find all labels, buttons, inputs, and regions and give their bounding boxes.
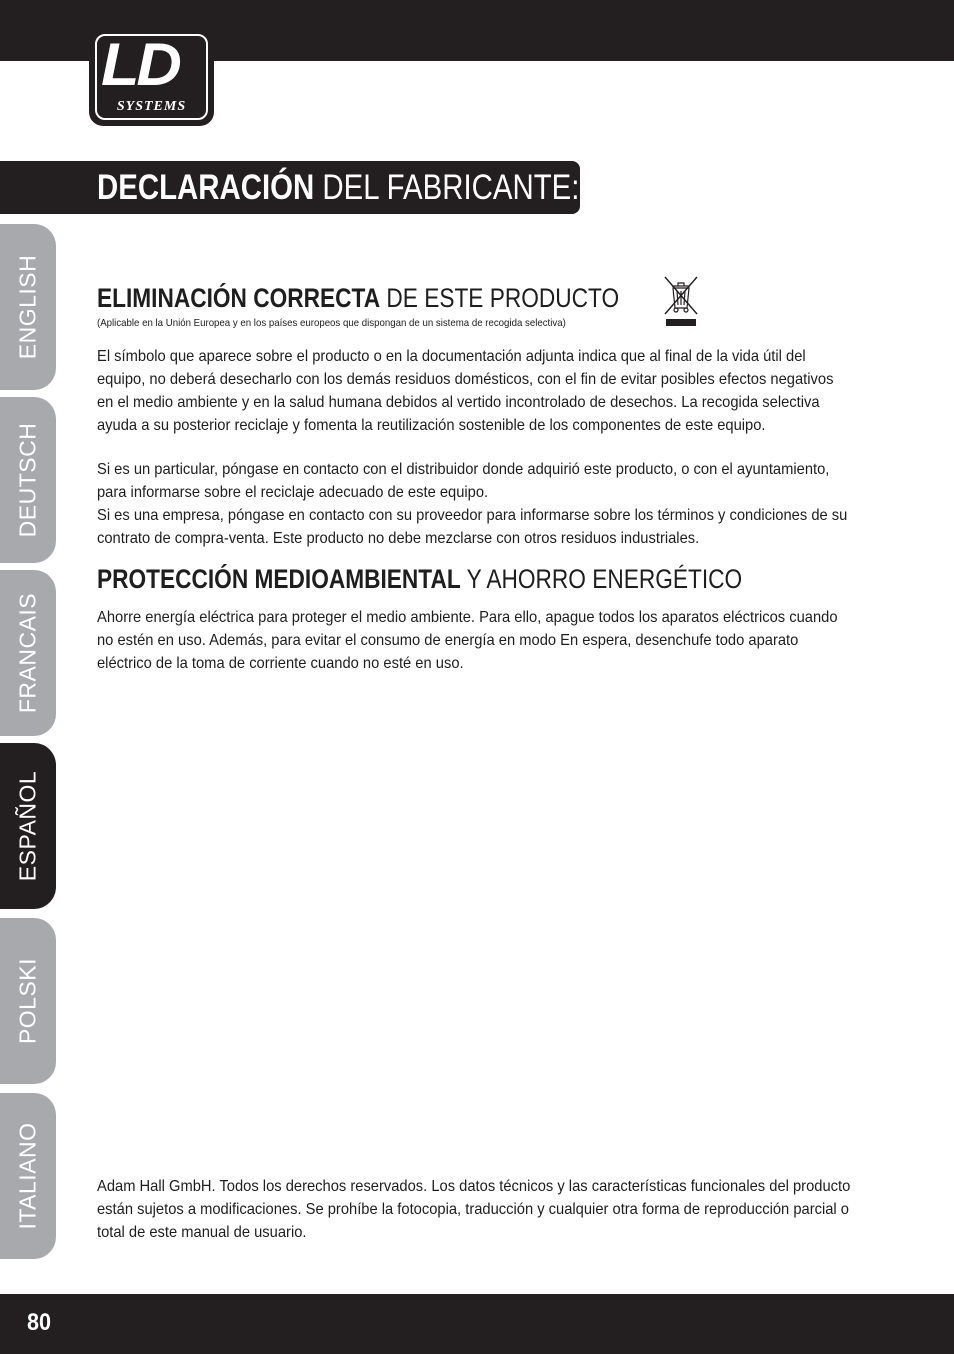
disposal-paragraph-2: Si es un particular, póngase en contacto con el distribuidor donde adquirió este producto, o con el ayuntamiento, para informarse sobre el reciclaje adecuado de este equipo. (97, 461, 830, 501)
tab-deutsch[interactable] (0, 397, 56, 563)
page-title-rest: DEL FABRICANTE: (314, 168, 580, 207)
disposal-paragraph-1: El símbolo que aparece sobre el producto o en la documentación adjunta indica que al final de la vida útil del equipo, no deberá desecharlo con los demás residuos domésticos, con el fin de evitar posibles efectos negativos en el medio ambiente y en la salud humana debidos al vertido incontrolado de desechos. La recogida selectiva ayuda a su posterior reciclaje y fomenta la reutilización sostenible de los componentes de este equipo. (97, 348, 834, 434)
tab-label: POLSKI (14, 957, 41, 1045)
heading-rest: Y AHORRO ENERGÉTICO (460, 564, 743, 594)
tab-polski[interactable] (0, 918, 56, 1084)
section-heading-environment (97, 564, 742, 595)
heading-bold: PROTECCIÓN MEDIOAMBIENTAL (97, 564, 461, 594)
logo-subtitle: SYSTEMS (116, 99, 187, 114)
page-title (97, 167, 579, 209)
bottom-bar (0, 1294, 954, 1354)
tab-label: DEUTSCH (14, 422, 41, 538)
copyright-paragraph: Adam Hall GmbH. Todos los derechos reservados. Los datos técnicos y las características funcionales del producto están sujetos a modificaciones. Se prohíbe la fotocopia, traducción y cualquier otra forma de reproducción parcial o total de este manual de usuario. (97, 1178, 851, 1241)
tab-label: ESPAÑOL (14, 770, 41, 882)
heading-bold: ELIMINACIÓN CORRECTA (97, 283, 381, 313)
logo-mark: LD (101, 34, 179, 98)
tab-label: ENGLISH (14, 254, 41, 360)
tab-label: FRANCAIS (14, 592, 41, 714)
weee-crossed-bin-icon (662, 274, 700, 328)
tab-english[interactable] (0, 224, 56, 390)
tab-francais[interactable] (0, 570, 56, 736)
tab-espanol[interactable] (0, 743, 56, 909)
tab-italiano[interactable] (0, 1093, 56, 1259)
heading-rest: DE ESTE PRODUCTO (380, 283, 620, 313)
page-title-bold: DECLARACIÓN (97, 168, 315, 207)
environment-paragraph: Ahorre energía eléctrica para proteger el medio ambiente. Para ello, apague todos los aparatos eléctricos cuando no estén en uso. Además, para evitar el consumo de energía en modo En espera, desenchufe todo aparato eléctrico de la toma de corriente cuando no esté en uso. (97, 609, 838, 672)
tab-label: ITALIANO (14, 1122, 41, 1230)
section-heading-disposal (97, 283, 619, 314)
page-number: 80 (27, 1309, 52, 1336)
disposal-paragraph-3: Si es una empresa, póngase en contacto con su proveedor para informarse sobre los términos y condiciones de su contrato de compra-venta. Este producto no debe mezclarse con otros residuos industriales. (97, 507, 848, 547)
disposal-note: (Aplicable en la Unión Europea y en los países europeos que dispongan de un sistema de recogida selectiva) (97, 317, 566, 329)
ld-systems-logo (89, 28, 214, 126)
